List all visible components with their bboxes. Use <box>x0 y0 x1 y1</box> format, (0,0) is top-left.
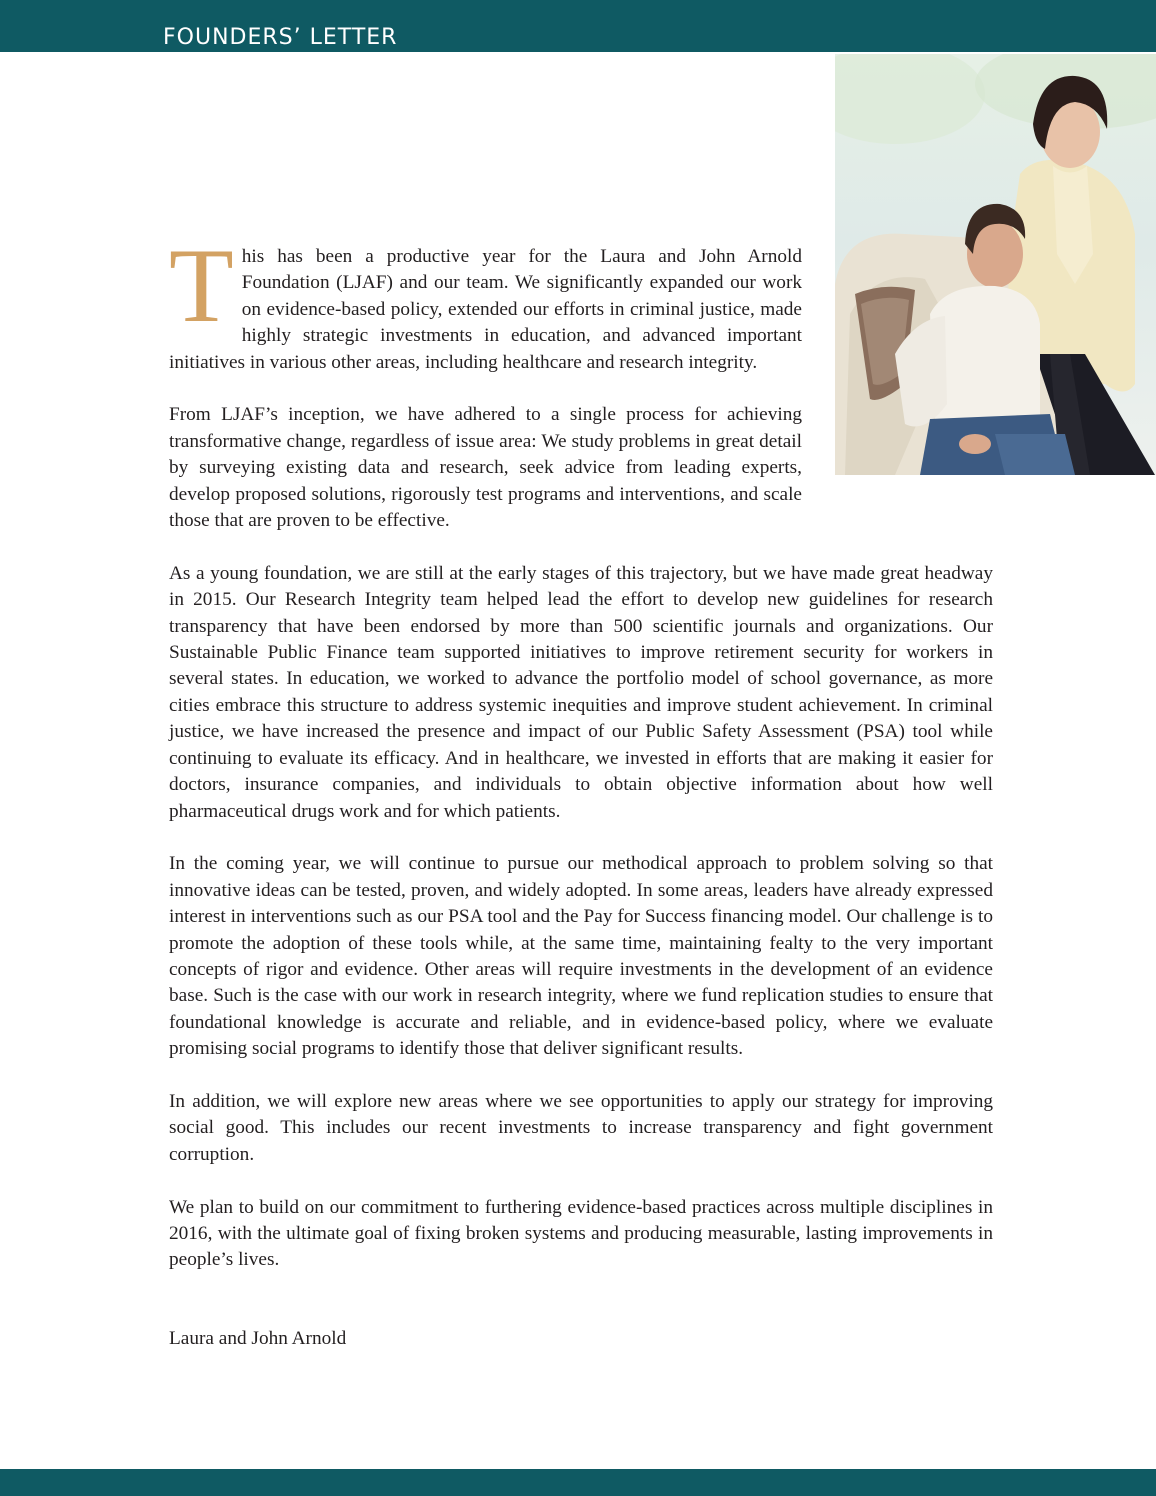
paragraph-6: We plan to build on our commitment to furthering evidence-based practices across multiple disciplines in 2016, with the ultimate goal of fixing broken systems and producing measurable, lasting improvements in people’s lives. <box>169 1196 993 1271</box>
drop-cap: T <box>169 227 234 344</box>
letter-body <box>169 227 993 1379</box>
paragraph-2: From LJAF’s inception, we have adhered to a single process for achieving transformative change, regardless of issue area: We study problems in great detail by surveying existing data and research, seek advice from leading experts, develop proposed solutions, rigorously test programs and interventions, and scale those that are proven to be effective. <box>169 404 802 532</box>
paragraph-1-text: his has been a productive year for the Laura and John Arnold Foundation (LJAF) and our team. We significantly expanded our work on evidence-based policy, extended our efforts in criminal justice, made highly strategic investments in education, and advanced important initiatives in various other areas, including healthcare and research integrity. <box>169 246 802 373</box>
footer-band <box>0 1469 1156 1496</box>
section-title: FOUNDERS’ LETTER <box>163 25 398 50</box>
paragraph-3: As a young foundation, we are still at the early stages of this trajectory, but we have made great headway in 2015. Our Research Integrity team helped lead the effort to develop new guidelines for research transparency that have been endorsed by more than 500 scientific journals and organizations. Our Sustainable Public Finance team supported initiatives to improve retirement security for workers in several states. In education, we worked to advance the portfolio model of school governance, as more cities embrace this structure to address systemic inequities and improve student achievement. In criminal justice, we have increased the presence and impact of our Public Safety Assessment (PSA) tool while continuing to evaluate its efficacy. And in healthcare, we invested in efforts that are making it easier for doctors, insurance companies, and individuals to obtain objective information about how well pharmaceutical drugs work and for which patients. <box>169 562 993 822</box>
signature: Laura and John Arnold <box>169 1327 347 1349</box>
paragraph-5: In addition, we will explore new areas where we see opportunities to apply our strategy for improving social good. This includes our recent investments to increase transparency and fight government corruption. <box>169 1090 993 1165</box>
paragraph-4: In the coming year, we will continue to pursue our methodical approach to problem solving so that innovative ideas can be tested, proven, and widely adopted. In some areas, leaders have already expressed interest in interventions such as our PSA tool and the Pay for Success financing model. Our challenge is to promote the adoption of these tools while, at the same time, maintaining fealty to the very important concepts of rigor and evidence. Other areas will require investments in the development of an evidence base. Such is the case with our work in research integrity, where we fund replication studies to ensure that foundational knowledge is accurate and reliable, and in evidence-based policy, where we evaluate promising social programs to identify those that deliver significant results. <box>169 853 993 1060</box>
paragraph-1 <box>169 227 802 376</box>
